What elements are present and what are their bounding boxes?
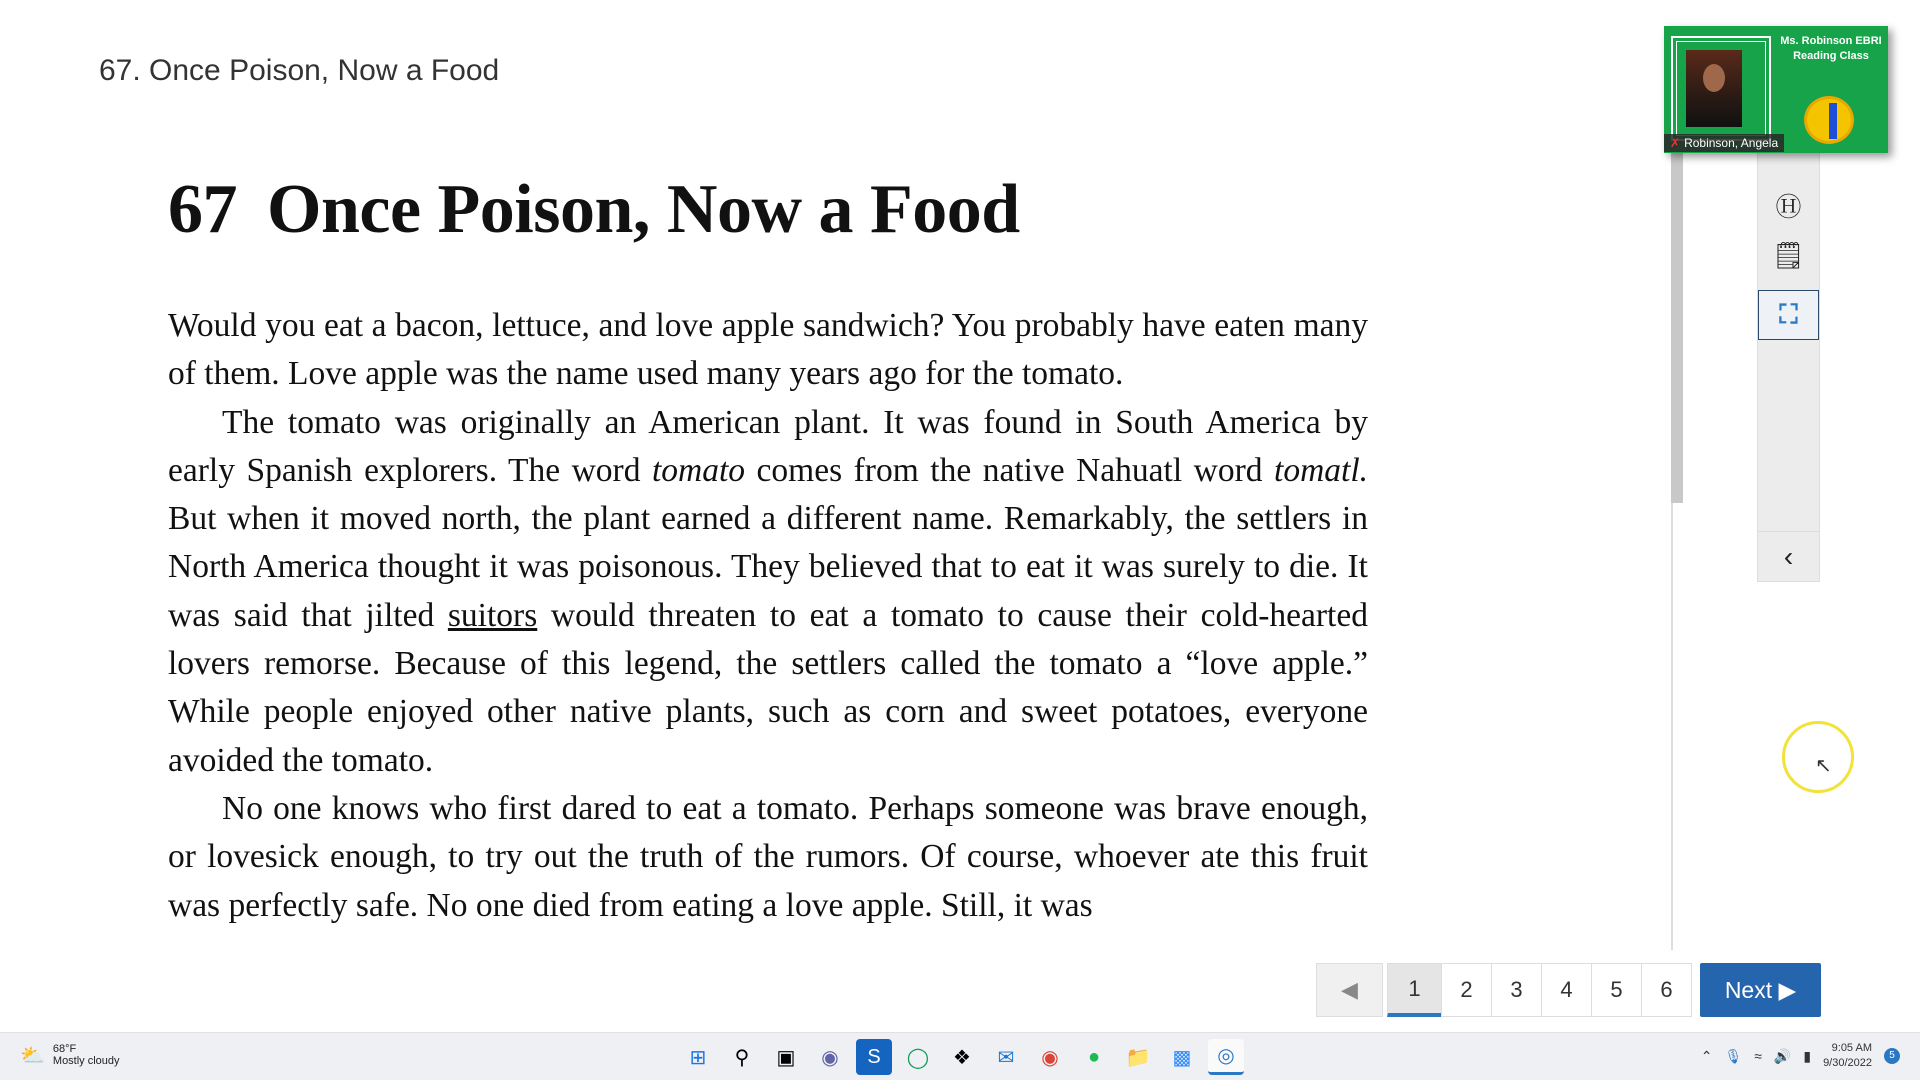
tool-panel (1757, 130, 1820, 582)
system-tray (1701, 1041, 1900, 1071)
weather-condition: Mostly cloudy (52, 1055, 120, 1067)
accessibility-icon[interactable]: Ⓗ (1775, 191, 1802, 222)
passage-number: 67 (168, 171, 237, 248)
participant-name-tag (1664, 134, 1784, 152)
page-title: 67. Once Poison, Now a Food (99, 54, 500, 87)
text: The tomato was originally an American plant. It was found in South America by early Spanish explorers. The word (168, 403, 1368, 489)
scrollbar-thumb[interactable] (1671, 150, 1683, 503)
italic-word: tomatl. (1274, 451, 1369, 489)
time: 9:05 AM (1831, 1042, 1872, 1054)
text: But when it moved north, the plant earned a different name. Remarkably, the settlers in North America thought it was poisonous. They believed that to eat it was surely to die. It was said that jilted (168, 500, 1368, 634)
date: 9/30/2022 (1823, 1057, 1872, 1069)
page-4-button[interactable]: 4 (1541, 963, 1592, 1017)
next-button[interactable]: Next ▶ (1700, 963, 1821, 1017)
text: would threaten to eat a tomato to cause their cold-hearted lovers remorse. Because of this legend, the settlers called the tomato a “love apple.” While people enjoyed other native plants, such as corn and sweet potatoes, everyone avoided the tomato. (168, 596, 1368, 779)
wifi-icon[interactable]: ≈ (1754, 1048, 1762, 1064)
chrome-icon[interactable]: ◉ (1041, 1046, 1059, 1069)
page-3-button[interactable]: 3 (1491, 963, 1542, 1017)
page-1-button[interactable]: 1 (1387, 963, 1442, 1017)
active-app-icon[interactable]: ◎ (1208, 1039, 1244, 1075)
paragraph-3: No one knows who first dared to eat a tomato. Perhaps someone was brave enough, or lovesick enough, to try out the truth of the rumors. Of course, whoever ate this fruit was perfectly safe. No one died from eating a love apple. Still, it was (168, 789, 1368, 924)
italic-word: tomato (651, 451, 746, 489)
mouse-cursor-icon: ↖ (1815, 755, 1832, 777)
search-icon[interactable]: ⚲ (734, 1046, 750, 1069)
paragraph-2 (168, 399, 1368, 785)
page-5-button[interactable]: 5 (1591, 963, 1642, 1017)
edge-icon[interactable]: ◯ (906, 1046, 930, 1069)
vocabulary-link-suitors[interactable]: suitors (447, 596, 538, 634)
battery-icon[interactable]: ▮ (1803, 1047, 1812, 1064)
reading-passage (168, 170, 1368, 930)
paragraph-1: Would you eat a bacon, lettuce, and love apple sandwich? You probably have eaten many of them. Love apple was the name used many years ago for the tomato. (168, 307, 1368, 393)
teams-chat-icon[interactable]: ◉ (821, 1046, 839, 1069)
passage-heading (168, 170, 1368, 250)
windows-start-icon[interactable]: ⊞ (689, 1046, 707, 1069)
muted-mic-icon: ✗ (1670, 136, 1681, 150)
participant-name: Robinson, Angela (1684, 136, 1779, 150)
app-s-icon[interactable]: S (856, 1039, 892, 1075)
task-view-icon[interactable]: ▣ (776, 1046, 796, 1069)
temperature: 68°F (52, 1043, 77, 1055)
zoom-icon[interactable]: ▩ (1172, 1046, 1192, 1069)
passage-title: Once Poison, Now a Food (267, 171, 1020, 248)
video-overlay[interactable] (1664, 26, 1888, 153)
volume-icon[interactable]: 🔊 (1773, 1047, 1792, 1064)
dropbox-icon[interactable]: ❖ (953, 1046, 971, 1069)
text: comes from the native Nahuatl word (745, 451, 1275, 489)
chevron-up-icon[interactable]: ⌃ (1700, 1047, 1713, 1064)
taskbar-apps (680, 1039, 1244, 1075)
mail-icon[interactable]: ✉ (997, 1046, 1015, 1069)
school-logo (1804, 96, 1854, 144)
fullscreen-button[interactable]: ⛶ (1758, 290, 1819, 340)
page-numbers (1388, 963, 1692, 1017)
page-2-button[interactable]: 2 (1441, 963, 1492, 1017)
class-title: Ms. Robinson EBRI Reading Class (1780, 35, 1882, 62)
previous-page-button[interactable]: ◀ (1316, 963, 1383, 1017)
clock[interactable] (1823, 1041, 1872, 1071)
notepad-icon[interactable]: 🗒 (1771, 239, 1805, 270)
weather-widget[interactable] (20, 1043, 120, 1068)
taskbar (0, 1032, 1920, 1080)
cloud-sun-icon: ⛅ (20, 1045, 45, 1067)
content-bottom-edge (0, 945, 1670, 948)
notification-badge[interactable]: 5 (1884, 1048, 1900, 1064)
file-explorer-icon[interactable]: 📁 (1125, 1046, 1151, 1069)
microphone-icon[interactable]: 🎙 (1724, 1047, 1743, 1064)
participant-photo (1686, 50, 1742, 127)
page-6-button[interactable]: 6 (1641, 963, 1692, 1017)
collapse-panel-button[interactable]: ‹ (1758, 531, 1819, 581)
spotify-icon[interactable]: ● (1087, 1045, 1101, 1068)
